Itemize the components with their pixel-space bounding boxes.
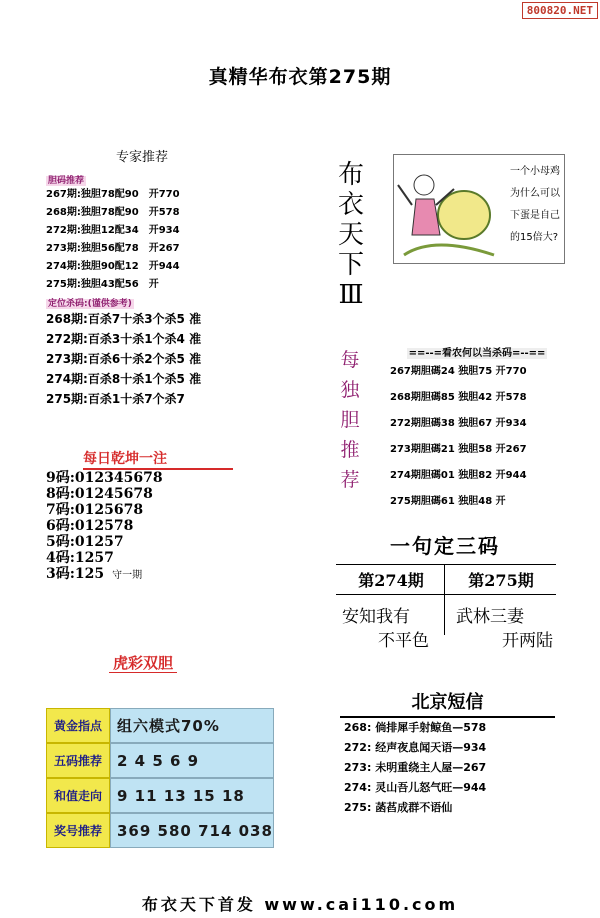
daily-line: 4码:1257 — [46, 550, 114, 566]
cartoon-caption: 一个小母鸡为什么可以下蛋是自己的15倍大? — [510, 166, 560, 243]
daily-line: 5码:01257 — [46, 534, 124, 550]
picks-heading: ==--=看农何以当杀码=--== — [408, 348, 546, 359]
cartoon-panel — [393, 154, 565, 264]
daily-line: 6码:012578 — [46, 518, 134, 534]
expert-row: 272期:独胆12配34 开934 — [46, 225, 180, 236]
riddle-col2-line1: 武林三妻 — [456, 607, 524, 627]
beijing-row: 268: 倘排犀手射鲸鱼—578 — [344, 721, 487, 734]
vertical-label: 每 独 胆 推 荐 — [340, 349, 360, 491]
hen-illustration-icon — [394, 155, 506, 263]
grid-label: 和值走向 — [46, 778, 110, 813]
daily-line: 9码:012345678 — [46, 470, 163, 486]
riddle-col2-line2: 开两陆 — [502, 631, 553, 651]
expert-panel — [38, 140, 246, 430]
grid-value: 369 580 714 038 — [110, 813, 274, 848]
tips-grid — [46, 708, 273, 848]
beijing-row: 273: 未明重绕主人屋—267 — [344, 761, 487, 774]
kill-row: 273期:百杀6十杀2个杀5 准 — [46, 352, 202, 366]
grid-value: 2 4 5 6 9 — [110, 743, 274, 778]
riddle-col1-line1: 安知我有 — [342, 607, 410, 627]
grid-value: 9 11 13 15 18 — [110, 778, 274, 813]
riddle-table — [336, 564, 556, 664]
section-kill-heading: 定位杀码:(谨供参考) — [48, 299, 132, 309]
tiger-panel — [38, 652, 248, 692]
kill-row: 268期:百杀7十杀3个杀5 准 — [46, 312, 202, 326]
grid-label: 黄金指点 — [46, 708, 110, 743]
daily-line: 3码:125 守一期 — [46, 566, 143, 582]
pick-row: 274期胆碼01 独胆82 开944 — [390, 470, 527, 481]
daily-heading: 每日乾坤一注 — [83, 448, 233, 470]
daily-panel — [38, 448, 238, 598]
picks-panel — [382, 340, 572, 515]
pick-row: 267期胆碼24 独胆75 开770 — [390, 366, 527, 377]
pick-row: 268期胆碼85 独胆42 开578 — [390, 392, 527, 403]
kill-row: 272期:百杀3十杀1个杀4 准 — [46, 332, 202, 346]
expert-row: 275期:独胆43配56 开 — [46, 279, 159, 290]
beijing-row: 275: 菡萏成群不语仙 — [344, 801, 453, 814]
expert-row: 267期:独胆78配90 开770 — [46, 189, 180, 200]
beijing-panel — [340, 688, 555, 818]
expert-row: 268期:独胆78配90 开578 — [46, 207, 180, 218]
grid-value: 组六模式70% — [110, 708, 274, 743]
beijing-heading: 北京短信 — [340, 688, 555, 718]
vertical-title: 布 衣 天 下 Ⅲ — [337, 160, 364, 310]
grid-label: 奖号推荐 — [46, 813, 110, 848]
beijing-row: 272: 经声夜息闻天语—934 — [344, 741, 487, 754]
daily-line: 8码:01245678 — [46, 486, 153, 502]
riddle-col1-head: 第274期 — [358, 571, 424, 590]
riddle-col2-head: 第275期 — [468, 571, 534, 590]
site-badge: 800820.NET — [522, 2, 598, 19]
pick-row: 272期胆碼38 独胆67 开934 — [390, 418, 527, 429]
section-dan-heading: 胆码推荐 — [48, 176, 85, 186]
footer-link[interactable]: 布衣天下首发 www.cai110.com — [141, 895, 459, 914]
riddle-col1-line2: 不平色 — [378, 631, 429, 651]
banner-heading: 一句定三码 — [390, 534, 500, 558]
page-title: 真精华布衣第275期 — [208, 66, 392, 88]
daily-line: 7码:0125678 — [46, 502, 144, 518]
kill-row: 274期:百杀8十杀1个杀5 准 — [46, 372, 202, 386]
grid-label: 五码推荐 — [46, 743, 110, 778]
pick-row: 275期胆碼61 独胆48 开 — [390, 496, 506, 507]
expert-row: 274期:独胆90配12 开944 — [46, 261, 180, 272]
daily-note: 守一期 — [112, 570, 143, 581]
expert-row: 273期:独胆56配78 开267 — [46, 243, 180, 254]
beijing-row: 274: 灵山吾儿怒气旺—944 — [344, 781, 487, 794]
expert-heading: 专家推荐 — [115, 150, 168, 165]
pick-row: 273期胆碼21 独胆58 开267 — [390, 444, 527, 455]
kill-row: 275期:百杀1十杀7个杀7 — [46, 392, 185, 406]
tiger-heading: 虎彩双胆 — [109, 654, 177, 673]
